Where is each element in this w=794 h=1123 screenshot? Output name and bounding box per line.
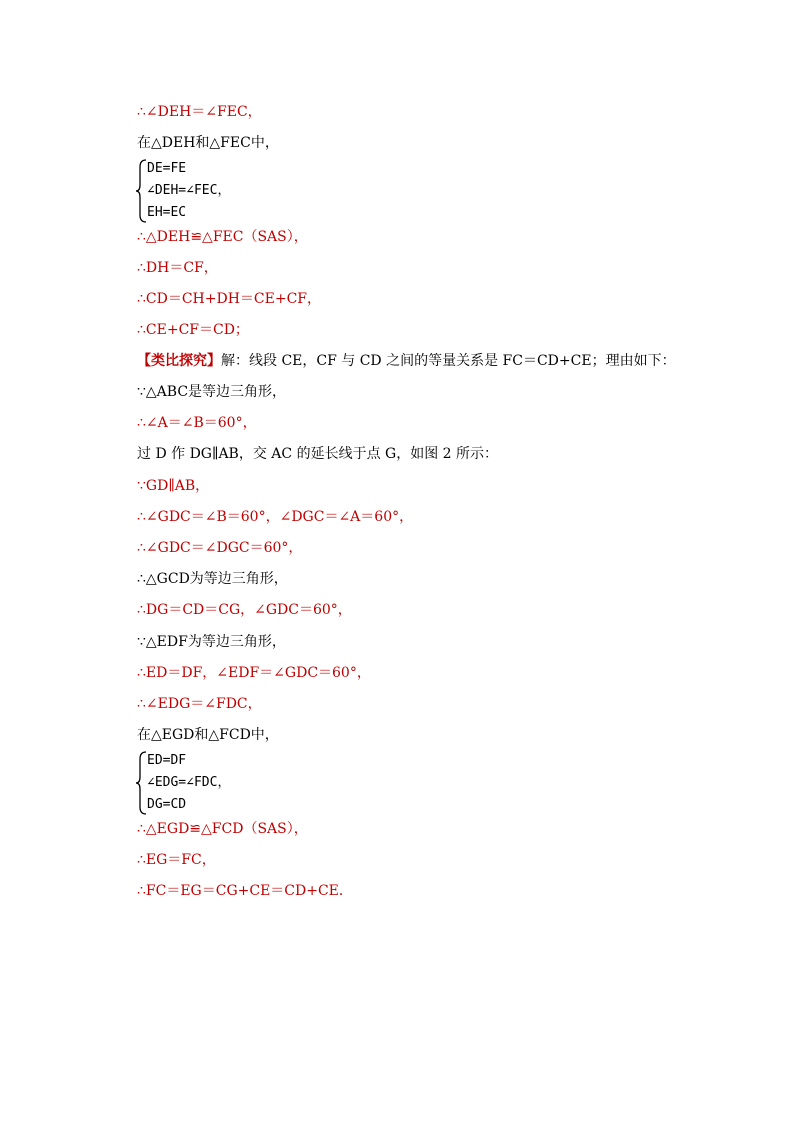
system-1-line: DE=FE — [147, 161, 187, 176]
equation-system-2 — [136, 750, 336, 816]
proof-line: ∴△DEH≌△FEC（SAS）， — [137, 229, 308, 245]
section-heading: 【类比探究】 — [137, 353, 221, 369]
section-text: 解：线段 CE，CF 与 CD 之间的等量关系是 FC＝CD+CE；理由如下： — [221, 353, 676, 369]
proof-line: 在△DEH和△FEC中， — [137, 135, 279, 151]
proof-line: ∴∠A＝∠B＝60°， — [137, 415, 257, 431]
proof-line: ∵△ABC是等边三角形， — [137, 384, 287, 400]
proof-line: ∴CE+CF＝CD； — [137, 322, 249, 338]
proof-line: ∵GD∥AB， — [137, 478, 210, 494]
proof-line: ∴∠EDG＝∠FDC， — [137, 696, 262, 712]
proof-line: ∴∠GDC＝∠B＝60°，∠DGC＝∠A＝60°， — [137, 509, 414, 525]
system-2-line: DG=CD — [147, 797, 187, 812]
system-2-line: ∠EDG=∠FDC， — [147, 775, 231, 790]
proof-line: 过 D 作 DG∥AB，交 AC 的延长线于点 G，如图 2 所示： — [137, 446, 499, 462]
proof-line: 在△EGD和△FCD中， — [137, 727, 279, 743]
system-2-line: ED=DF — [147, 753, 187, 768]
proof-line: ∵△EDF为等边三角形， — [137, 634, 286, 650]
proof-line — [137, 351, 676, 371]
proof-line: ∴∠GDC＝∠DGC＝60°， — [137, 540, 303, 556]
proof-line: ∴∠DEH＝∠FEC， — [137, 104, 262, 120]
proof-line: ∴CD＝CH+DH＝CE+CF， — [137, 291, 322, 307]
proof-line: ∴DG＝CD＝CG，∠GDC＝60°， — [137, 602, 352, 618]
equation-system-1 — [136, 158, 336, 224]
proof-line: ∴FC＝EG＝CG+CE＝CD+CE． — [137, 883, 353, 899]
proof-line: ∴ED＝DF，∠EDF＝∠GDC＝60°， — [137, 665, 371, 681]
system-1-line: ∠DEH=∠FEC， — [147, 183, 231, 198]
proof-line: ∴EG＝FC， — [137, 852, 216, 868]
proof-line: ∴DH＝CF， — [137, 260, 218, 276]
system-1-line: EH=EC — [147, 205, 187, 220]
proof-line: ∴△EGD≌△FCD（SAS）， — [137, 821, 308, 837]
proof-line: ∴△GCD为等边三角形， — [137, 571, 288, 587]
